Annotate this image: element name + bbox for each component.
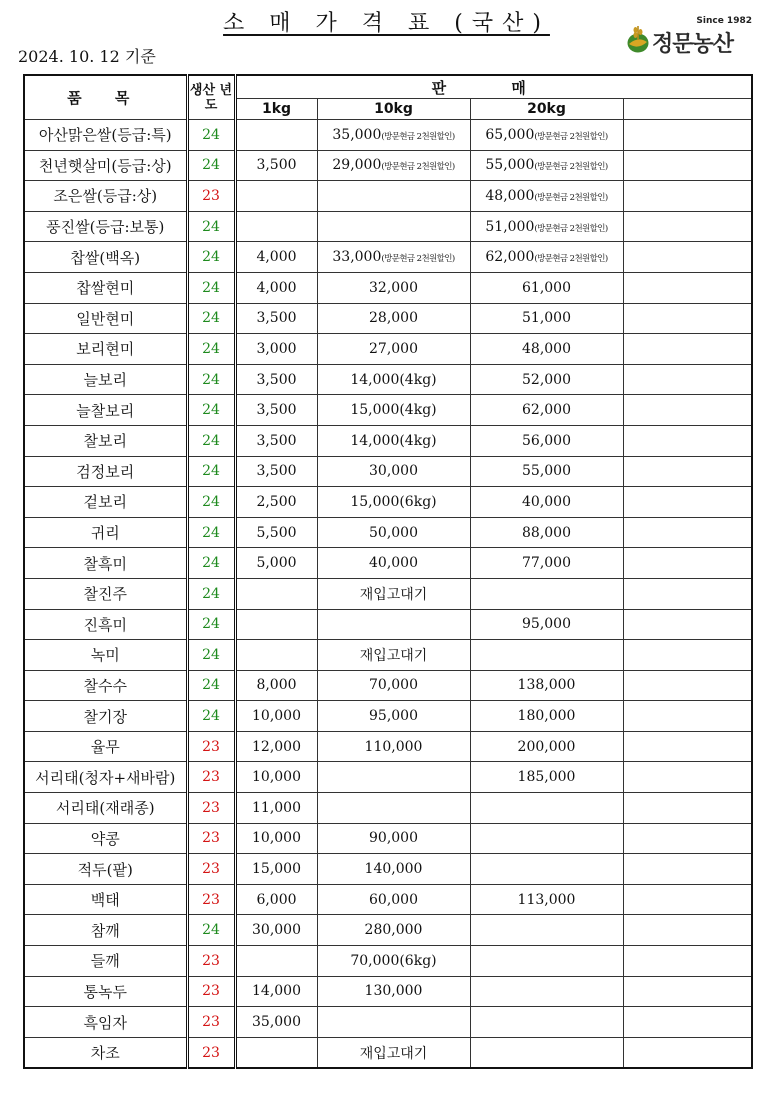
price-1kg: 2,500 — [235, 487, 317, 518]
price-10kg: 280,000 — [317, 915, 470, 946]
production-year: 24 — [187, 456, 235, 487]
price-10kg — [317, 762, 470, 793]
price-1kg: 5,500 — [235, 517, 317, 548]
blank-cell — [623, 823, 752, 854]
header-item: 품 목 — [24, 75, 187, 120]
production-year: 24 — [187, 364, 235, 395]
price-20kg: 51,000(방문현금 2천원할인) — [470, 211, 623, 242]
price-20kg: 48,000(방문현금 2천원할인) — [470, 181, 623, 212]
price-10kg: 15,000(6kg) — [317, 487, 470, 518]
blank-cell — [623, 456, 752, 487]
price-10kg: 14,000(4kg) — [317, 364, 470, 395]
item-name: 율무 — [24, 731, 187, 762]
grain-icon — [626, 24, 650, 54]
price-20kg — [470, 1037, 623, 1068]
item-name: 찰흑미 — [24, 548, 187, 579]
table-row — [24, 242, 752, 273]
production-year: 23 — [187, 1007, 235, 1038]
production-year: 23 — [187, 976, 235, 1007]
production-year: 23 — [187, 884, 235, 915]
blank-cell — [623, 548, 752, 579]
item-name: 귀리 — [24, 517, 187, 548]
price-1kg — [235, 609, 317, 640]
price-10kg: 32,000 — [317, 272, 470, 303]
blank-cell — [623, 120, 752, 151]
price-20kg: 185,000 — [470, 762, 623, 793]
table-row — [24, 517, 752, 548]
price-1kg: 10,000 — [235, 823, 317, 854]
blank-cell — [623, 915, 752, 946]
blank-cell — [623, 303, 752, 334]
item-name: 풍진쌀(등급:보통) — [24, 211, 187, 242]
production-year: 23 — [187, 854, 235, 885]
price-1kg — [235, 211, 317, 242]
price-10kg — [317, 1007, 470, 1038]
company-logo — [626, 14, 756, 58]
blank-cell — [623, 517, 752, 548]
price-1kg: 10,000 — [235, 701, 317, 732]
reference-date: 2024. 10. 12 기준 — [18, 47, 156, 66]
table-row — [24, 364, 752, 395]
price-1kg: 14,000 — [235, 976, 317, 1007]
production-year: 24 — [187, 670, 235, 701]
price-10kg: 15,000(4kg) — [317, 395, 470, 426]
price-20kg — [470, 640, 623, 671]
blank-cell — [623, 731, 752, 762]
header-1kg: 1kg — [235, 99, 317, 120]
production-year: 24 — [187, 640, 235, 671]
price-10kg: 33,000(방문현금 2천원할인) — [317, 242, 470, 273]
price-1kg: 12,000 — [235, 731, 317, 762]
blank-cell — [623, 1037, 752, 1068]
table-row — [24, 915, 752, 946]
item-name: 검정보리 — [24, 456, 187, 487]
item-name: 적두(팥) — [24, 854, 187, 885]
blank-cell — [623, 854, 752, 885]
table-row — [24, 181, 752, 212]
production-year: 24 — [187, 517, 235, 548]
table-row — [24, 303, 752, 334]
blank-cell — [623, 762, 752, 793]
price-20kg: 200,000 — [470, 731, 623, 762]
table-row — [24, 701, 752, 732]
production-year: 24 — [187, 701, 235, 732]
title-text: 소 매 가 격 표 (국산) — [223, 11, 550, 36]
price-1kg: 11,000 — [235, 793, 317, 824]
price-10kg: 70,000(6kg) — [317, 946, 470, 977]
item-name: 녹미 — [24, 640, 187, 671]
price-20kg: 113,000 — [470, 884, 623, 915]
item-name: 진흑미 — [24, 609, 187, 640]
header-year: 생산 년도 — [187, 75, 235, 120]
price-10kg: 50,000 — [317, 517, 470, 548]
table-row — [24, 1007, 752, 1038]
price-10kg: 28,000 — [317, 303, 470, 334]
price-10kg: 60,000 — [317, 884, 470, 915]
production-year: 24 — [187, 150, 235, 181]
price-10kg — [317, 181, 470, 212]
price-20kg: 88,000 — [470, 517, 623, 548]
price-table — [23, 74, 753, 1069]
production-year: 24 — [187, 487, 235, 518]
price-20kg: 95,000 — [470, 609, 623, 640]
table-row — [24, 946, 752, 977]
item-name: 서리태(청자+새바람) — [24, 762, 187, 793]
price-1kg: 30,000 — [235, 915, 317, 946]
production-year: 23 — [187, 1037, 235, 1068]
item-name: 겉보리 — [24, 487, 187, 518]
table-row — [24, 670, 752, 701]
blank-cell — [623, 1007, 752, 1038]
price-20kg: 61,000 — [470, 272, 623, 303]
price-10kg: 재입고대기 — [317, 1037, 470, 1068]
table-row — [24, 334, 752, 365]
price-20kg — [470, 1007, 623, 1038]
price-1kg — [235, 120, 317, 151]
price-20kg: 56,000 — [470, 425, 623, 456]
table-row — [24, 793, 752, 824]
logo-since: Since 1982 — [696, 16, 752, 26]
price-1kg — [235, 640, 317, 671]
price-1kg: 15,000 — [235, 854, 317, 885]
blank-cell — [623, 701, 752, 732]
production-year: 23 — [187, 793, 235, 824]
price-10kg: 재입고대기 — [317, 578, 470, 609]
price-20kg: 62,000 — [470, 395, 623, 426]
logo-name: 정문농산 — [652, 32, 734, 57]
price-10kg: 29,000(방문현금 2천원할인) — [317, 150, 470, 181]
price-20kg: 55,000 — [470, 456, 623, 487]
price-10kg: 70,000 — [317, 670, 470, 701]
price-1kg: 10,000 — [235, 762, 317, 793]
price-1kg: 4,000 — [235, 242, 317, 273]
production-year: 23 — [187, 181, 235, 212]
price-10kg: 27,000 — [317, 334, 470, 365]
price-10kg: 35,000(방문현금 2천원할인) — [317, 120, 470, 151]
price-1kg: 3,500 — [235, 456, 317, 487]
price-20kg: 48,000 — [470, 334, 623, 365]
production-year: 23 — [187, 762, 235, 793]
blank-cell — [623, 578, 752, 609]
blank-cell — [623, 609, 752, 640]
price-20kg — [470, 793, 623, 824]
blank-cell — [623, 976, 752, 1007]
price-20kg: 180,000 — [470, 701, 623, 732]
blank-cell — [623, 242, 752, 273]
price-20kg — [470, 854, 623, 885]
item-name: 일반현미 — [24, 303, 187, 334]
item-name: 백태 — [24, 884, 187, 915]
blank-cell — [623, 364, 752, 395]
table-row — [24, 456, 752, 487]
price-20kg: 55,000(방문현금 2천원할인) — [470, 150, 623, 181]
price-1kg — [235, 946, 317, 977]
price-20kg — [470, 976, 623, 1007]
price-1kg: 3,000 — [235, 334, 317, 365]
item-name: 통녹두 — [24, 976, 187, 1007]
price-20kg: 138,000 — [470, 670, 623, 701]
item-name: 천년햇살미(등급:상) — [24, 150, 187, 181]
price-10kg: 90,000 — [317, 823, 470, 854]
production-year: 24 — [187, 272, 235, 303]
item-name: 찰수수 — [24, 670, 187, 701]
price-10kg: 재입고대기 — [317, 640, 470, 671]
price-1kg: 3,500 — [235, 364, 317, 395]
blank-cell — [623, 670, 752, 701]
table-row — [24, 395, 752, 426]
table-row — [24, 425, 752, 456]
production-year: 24 — [187, 334, 235, 365]
production-year: 24 — [187, 578, 235, 609]
item-name: 참깨 — [24, 915, 187, 946]
price-1kg — [235, 181, 317, 212]
blank-cell — [623, 640, 752, 671]
item-name: 찰기장 — [24, 701, 187, 732]
item-name: 찹쌀현미 — [24, 272, 187, 303]
item-name: 찰보리 — [24, 425, 187, 456]
table-row — [24, 854, 752, 885]
price-20kg: 52,000 — [470, 364, 623, 395]
blank-cell — [623, 272, 752, 303]
table-row — [24, 731, 752, 762]
price-20kg — [470, 946, 623, 977]
production-year: 23 — [187, 823, 235, 854]
price-10kg: 130,000 — [317, 976, 470, 1007]
price-rows — [24, 120, 752, 1069]
item-name: 약콩 — [24, 823, 187, 854]
price-20kg: 62,000(방문현금 2천원할인) — [470, 242, 623, 273]
table-row — [24, 884, 752, 915]
table-row — [24, 272, 752, 303]
price-1kg: 3,500 — [235, 425, 317, 456]
price-1kg: 3,500 — [235, 150, 317, 181]
blank-cell — [623, 487, 752, 518]
item-name: 흑임자 — [24, 1007, 187, 1038]
production-year: 24 — [187, 395, 235, 426]
blank-cell — [623, 793, 752, 824]
price-10kg: 14,000(4kg) — [317, 425, 470, 456]
price-20kg — [470, 915, 623, 946]
header-blank — [623, 99, 752, 120]
item-name: 아산맑은쌀(등급:특) — [24, 120, 187, 151]
production-year: 24 — [187, 303, 235, 334]
item-name: 늘보리 — [24, 364, 187, 395]
item-name: 조은쌀(등급:상) — [24, 181, 187, 212]
price-20kg: 77,000 — [470, 548, 623, 579]
price-1kg: 3,500 — [235, 303, 317, 334]
item-name: 늘찰보리 — [24, 395, 187, 426]
blank-cell — [623, 425, 752, 456]
item-name: 찰진주 — [24, 578, 187, 609]
table-row — [24, 120, 752, 151]
blank-cell — [623, 395, 752, 426]
table-row — [24, 487, 752, 518]
production-year: 24 — [187, 120, 235, 151]
table-row — [24, 211, 752, 242]
table-row — [24, 976, 752, 1007]
price-1kg: 6,000 — [235, 884, 317, 915]
header-sale: 판 매 — [235, 75, 752, 99]
blank-cell — [623, 884, 752, 915]
production-year: 23 — [187, 946, 235, 977]
table-row — [24, 578, 752, 609]
blank-cell — [623, 150, 752, 181]
price-10kg: 140,000 — [317, 854, 470, 885]
table-row — [24, 1037, 752, 1068]
table-row — [24, 823, 752, 854]
production-year: 24 — [187, 915, 235, 946]
item-name: 찹쌀(백옥) — [24, 242, 187, 273]
table-row — [24, 609, 752, 640]
price-20kg: 40,000 — [470, 487, 623, 518]
production-year: 24 — [187, 211, 235, 242]
header-10kg: 10kg — [317, 99, 470, 120]
item-name: 보리현미 — [24, 334, 187, 365]
price-20kg — [470, 823, 623, 854]
table-row — [24, 150, 752, 181]
price-20kg — [470, 578, 623, 609]
price-1kg: 35,000 — [235, 1007, 317, 1038]
production-year: 24 — [187, 548, 235, 579]
item-name: 들깨 — [24, 946, 187, 977]
price-10kg — [317, 793, 470, 824]
price-10kg — [317, 211, 470, 242]
price-10kg: 95,000 — [317, 701, 470, 732]
production-year: 24 — [187, 242, 235, 273]
price-10kg: 110,000 — [317, 731, 470, 762]
production-year: 23 — [187, 731, 235, 762]
production-year: 24 — [187, 609, 235, 640]
blank-cell — [623, 946, 752, 977]
item-name: 차조 — [24, 1037, 187, 1068]
price-1kg: 8,000 — [235, 670, 317, 701]
price-20kg: 65,000(방문현금 2천원할인) — [470, 120, 623, 151]
price-1kg — [235, 1037, 317, 1068]
price-1kg — [235, 578, 317, 609]
price-1kg: 3,500 — [235, 395, 317, 426]
price-10kg: 30,000 — [317, 456, 470, 487]
blank-cell — [623, 334, 752, 365]
price-10kg: 40,000 — [317, 548, 470, 579]
price-1kg: 5,000 — [235, 548, 317, 579]
price-10kg — [317, 609, 470, 640]
table-row — [24, 548, 752, 579]
price-1kg: 4,000 — [235, 272, 317, 303]
table-row — [24, 762, 752, 793]
blank-cell — [623, 211, 752, 242]
table-row — [24, 640, 752, 671]
header-20kg: 20kg — [470, 99, 623, 120]
item-name: 서리태(재래종) — [24, 793, 187, 824]
price-20kg: 51,000 — [470, 303, 623, 334]
production-year: 24 — [187, 425, 235, 456]
blank-cell — [623, 181, 752, 212]
